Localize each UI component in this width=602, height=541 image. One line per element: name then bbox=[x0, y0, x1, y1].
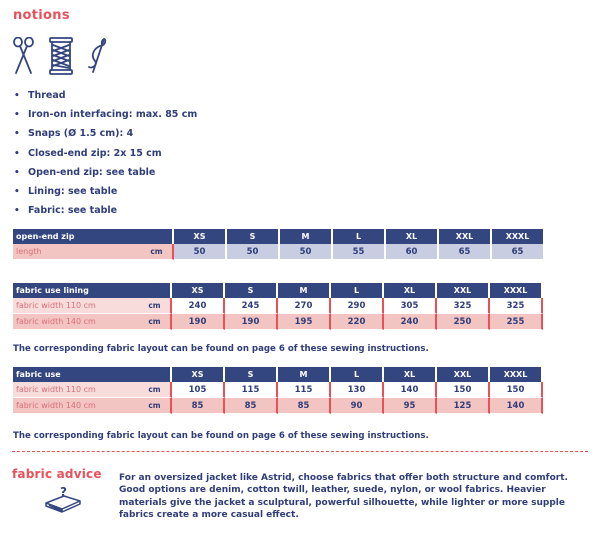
table-cell: 305 bbox=[384, 298, 437, 314]
table-title: fabric use lining bbox=[13, 283, 172, 298]
size-header: XL bbox=[386, 229, 439, 244]
size-header: M bbox=[280, 229, 333, 244]
size-header: S bbox=[227, 229, 280, 244]
zip-length-table bbox=[13, 229, 545, 260]
table-header-row bbox=[13, 229, 545, 244]
table-header-row bbox=[13, 283, 543, 298]
table-cell: 240 bbox=[172, 298, 225, 314]
table-cell: 255 bbox=[490, 314, 543, 330]
unit-label: cm bbox=[139, 314, 172, 330]
list-item: • Open-end zip: see table bbox=[14, 166, 156, 178]
table-cell: 50 bbox=[174, 244, 227, 260]
table-cell: 195 bbox=[278, 314, 331, 330]
table-cell: 325 bbox=[437, 298, 490, 314]
fabric-advice-title: fabric advice bbox=[12, 467, 102, 481]
table-cell: 85 bbox=[225, 398, 278, 414]
size-header: XL bbox=[384, 283, 437, 298]
unit-label: cm bbox=[139, 382, 172, 398]
lining-table bbox=[13, 283, 543, 330]
list-item: • Snaps (Ø 1.5 cm): 4 bbox=[14, 128, 134, 140]
list-item: • Thread bbox=[14, 90, 66, 101]
table-cell: 55 bbox=[333, 244, 386, 260]
svg-text:?: ? bbox=[60, 485, 67, 499]
section-divider bbox=[12, 451, 588, 452]
table-header-row bbox=[13, 367, 543, 382]
list-item: • Lining: see table bbox=[14, 185, 118, 197]
table-cell: 125 bbox=[437, 398, 490, 414]
table-row bbox=[13, 244, 545, 260]
table-cell: 60 bbox=[386, 244, 439, 260]
fabric-table bbox=[13, 367, 543, 414]
table-cell: 130 bbox=[331, 382, 384, 398]
lining-layout-note: The corresponding fabric layout can be found on page 6 of these sewing instructions. bbox=[13, 344, 429, 354]
fabric-layout-note: The corresponding fabric layout can be found on page 6 of these sewing instructions. bbox=[13, 431, 429, 441]
table-cell: 245 bbox=[225, 298, 278, 314]
table-cell: 150 bbox=[437, 382, 490, 398]
table-cell: 115 bbox=[225, 382, 278, 398]
unit-label: cm bbox=[141, 244, 174, 260]
size-header: S bbox=[225, 367, 278, 382]
size-header: XS bbox=[172, 283, 225, 298]
unit-label: cm bbox=[139, 298, 172, 314]
row-label: length bbox=[13, 244, 141, 260]
table-cell: 190 bbox=[172, 314, 225, 330]
size-header: M bbox=[278, 367, 331, 382]
table-cell: 50 bbox=[280, 244, 333, 260]
table-cell: 85 bbox=[172, 398, 225, 414]
size-header: XS bbox=[172, 367, 225, 382]
table-cell: 50 bbox=[227, 244, 280, 260]
size-header: L bbox=[333, 229, 386, 244]
table-cell: 65 bbox=[439, 244, 492, 260]
notions-list bbox=[14, 89, 197, 223]
row-label: fabric width 140 cm bbox=[13, 314, 139, 330]
table-cell: 290 bbox=[331, 298, 384, 314]
size-header: XL bbox=[384, 367, 437, 382]
table-cell: 115 bbox=[278, 382, 331, 398]
table-row bbox=[13, 298, 543, 314]
table-cell: 95 bbox=[384, 398, 437, 414]
row-label: fabric width 110 cm bbox=[13, 298, 139, 314]
table-cell: 150 bbox=[490, 382, 543, 398]
notion-icons bbox=[12, 37, 108, 75]
needle-icon bbox=[86, 37, 108, 75]
table-cell: 250 bbox=[437, 314, 490, 330]
table-cell: 105 bbox=[172, 382, 225, 398]
table-row bbox=[13, 314, 543, 330]
size-header: XXL bbox=[437, 283, 490, 298]
fabric-advice-text: For an oversized jacket like Astrid, choose fabrics that offer both structure and comfort. Good options are denim, cotton twill, leather, suede, nylon, or wool fabrics. Heavier materials give the jacket a sculptural, powerful silhouette, while lighter or more supple fabrics create a more casual effect. bbox=[119, 473, 568, 520]
table-title: open-end zip bbox=[13, 229, 174, 244]
table-cell: 190 bbox=[225, 314, 278, 330]
table-cell: 240 bbox=[384, 314, 437, 330]
table-row bbox=[13, 382, 543, 398]
scissors-icon bbox=[12, 37, 36, 75]
table-cell: 90 bbox=[331, 398, 384, 414]
table-cell: 220 bbox=[331, 314, 384, 330]
list-item: • Iron-on interfacing: max. 85 cm bbox=[14, 109, 198, 121]
size-header: S bbox=[225, 283, 278, 298]
size-header: XXXL bbox=[490, 283, 543, 298]
table-cell: 325 bbox=[490, 298, 543, 314]
table-title: fabric use bbox=[13, 367, 172, 382]
size-header: XXXL bbox=[492, 229, 545, 244]
row-label: fabric width 140 cm bbox=[13, 398, 139, 414]
table-cell: 140 bbox=[384, 382, 437, 398]
size-header: XS bbox=[174, 229, 227, 244]
size-header: XXXL bbox=[490, 367, 543, 382]
size-header: XXL bbox=[439, 229, 492, 244]
unit-label: cm bbox=[139, 398, 172, 414]
thread-spool-icon bbox=[48, 37, 74, 75]
size-header: XXL bbox=[437, 367, 490, 382]
row-label: fabric width 110 cm bbox=[13, 382, 139, 398]
list-item: • Fabric: see table bbox=[14, 205, 118, 217]
size-header: L bbox=[331, 283, 384, 298]
size-header: L bbox=[331, 367, 384, 382]
table-cell: 270 bbox=[278, 298, 331, 314]
page-title: notions bbox=[13, 8, 70, 23]
table-cell: 140 bbox=[490, 398, 543, 414]
size-header: M bbox=[278, 283, 331, 298]
fabric-question-icon bbox=[44, 484, 82, 518]
table-row bbox=[13, 398, 543, 414]
list-item: • Closed-end zip: 2x 15 cm bbox=[14, 147, 162, 159]
table-cell: 85 bbox=[278, 398, 331, 414]
table-cell: 65 bbox=[492, 244, 545, 260]
